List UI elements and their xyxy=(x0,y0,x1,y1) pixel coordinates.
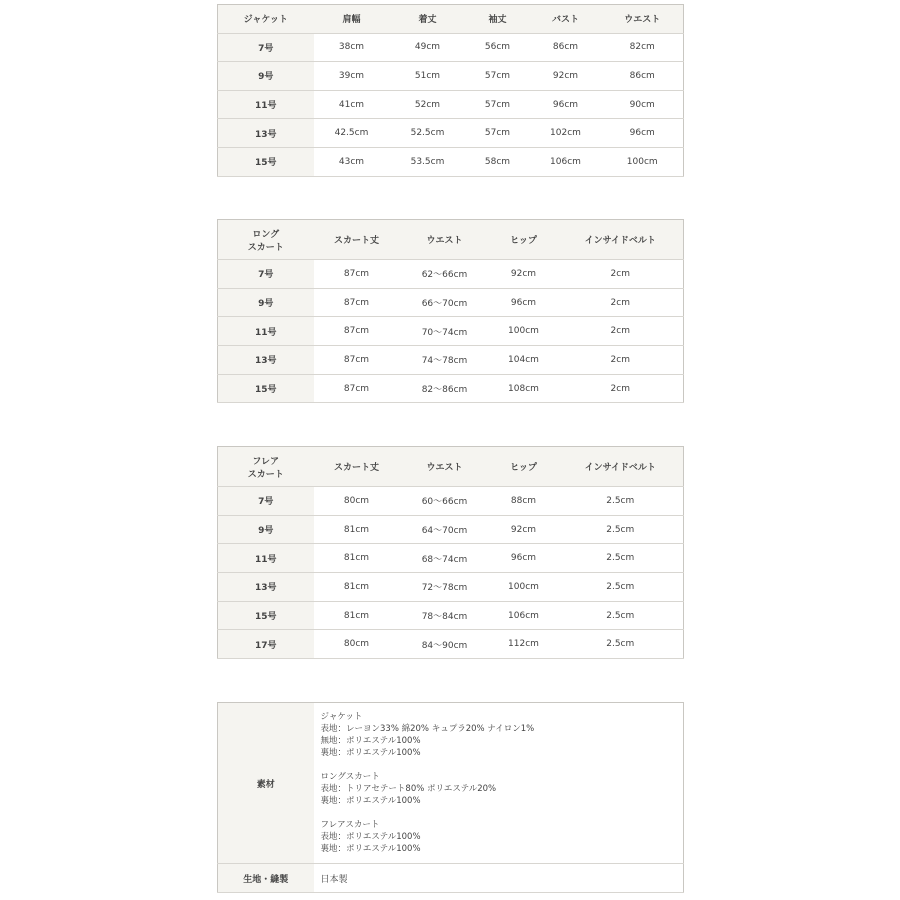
long-skirt-header-cell: スカート丈 xyxy=(314,220,400,260)
table-cell: 96cm xyxy=(602,119,684,148)
flare-skirt-row xyxy=(218,630,684,659)
flare-skirt-row xyxy=(218,573,684,602)
table-cell: 2.5cm xyxy=(558,601,684,630)
table-cell: 86cm xyxy=(602,62,684,91)
table-cell: 81cm xyxy=(314,573,400,602)
material-row xyxy=(218,703,684,864)
table-cell: 90cm xyxy=(602,90,684,119)
flare-skirt-title xyxy=(218,447,314,487)
table-cell: 82cm xyxy=(602,33,684,62)
jacket-row xyxy=(218,147,684,176)
table-cell: 86cm xyxy=(530,33,602,62)
table-cell: 2.5cm xyxy=(558,487,684,516)
jacket-header-cell: 肩幅 xyxy=(314,5,390,34)
material-line: 無地：ポリエステル100% xyxy=(320,736,421,746)
table-cell: 2cm xyxy=(558,317,684,346)
jacket-header-cell: ウエスト xyxy=(602,5,684,34)
jacket-header-cell: バスト xyxy=(530,5,602,34)
table-cell: 96cm xyxy=(490,544,558,573)
size-label: 13号 xyxy=(218,573,314,602)
table-cell: 43cm xyxy=(314,147,390,176)
long-skirt-row xyxy=(218,260,684,289)
size-label: 15号 xyxy=(218,147,314,176)
jacket-row xyxy=(218,33,684,62)
size-label: 17号 xyxy=(218,630,314,659)
table-cell: 87cm xyxy=(314,346,400,375)
table-cell: 92cm xyxy=(490,515,558,544)
table-cell: 49cm xyxy=(390,33,466,62)
jacket-header-cell: 着丈 xyxy=(390,5,466,34)
table-cell: 74〜78cm xyxy=(400,346,490,375)
size-label: 15号 xyxy=(218,374,314,403)
material-line: フレアスカート xyxy=(320,820,380,830)
long-skirt-size-table xyxy=(217,219,684,403)
table-cell: 87cm xyxy=(314,374,400,403)
table-cell: 92cm xyxy=(490,260,558,289)
flare-skirt-row xyxy=(218,487,684,516)
table-cell: 81cm xyxy=(314,601,400,630)
table-cell: 88cm xyxy=(490,487,558,516)
table-cell: 100cm xyxy=(490,573,558,602)
table-cell: 84〜90cm xyxy=(400,630,490,659)
size-label: 15号 xyxy=(218,601,314,630)
flare-skirt-row xyxy=(218,515,684,544)
table-cell: 57cm xyxy=(466,90,530,119)
jacket-header-row xyxy=(218,5,684,34)
table-cell: 80cm xyxy=(314,487,400,516)
title-line: スカート xyxy=(247,469,284,480)
jacket-row xyxy=(218,62,684,91)
table-cell: 2cm xyxy=(558,374,684,403)
long-skirt-row xyxy=(218,317,684,346)
table-cell: 64〜70cm xyxy=(400,515,490,544)
material-line: 裏地：ポリエステル100% xyxy=(320,796,421,806)
table-cell: 96cm xyxy=(530,90,602,119)
table-cell: 82〜86cm xyxy=(400,374,490,403)
origin-label: 生地・縫製 xyxy=(218,864,314,893)
size-label: 9号 xyxy=(218,288,314,317)
table-cell: 81cm xyxy=(314,515,400,544)
table-cell: 52.5cm xyxy=(390,119,466,148)
long-skirt-header-row xyxy=(218,220,684,260)
table-cell: 58cm xyxy=(466,147,530,176)
table-cell: 80cm xyxy=(314,630,400,659)
material-line: ロングスカート xyxy=(320,772,380,782)
table-cell: 2.5cm xyxy=(558,630,684,659)
material-line: 裏地：ポリエステル100% xyxy=(320,844,421,854)
material-line: 表地：ポリエステル100% xyxy=(320,832,421,842)
origin-value: 日本製 xyxy=(314,864,684,893)
long-skirt-row xyxy=(218,346,684,375)
jacket-header-cell: 袖丈 xyxy=(466,5,530,34)
table-cell: 60〜66cm xyxy=(400,487,490,516)
jacket-header-cell: ジャケット xyxy=(218,5,314,34)
material-line: 表地：レーヨン33% 綿20% キュプラ20% ナイロン1% xyxy=(320,724,535,734)
table-cell: 108cm xyxy=(490,374,558,403)
long-skirt-header-cell: ウエスト xyxy=(400,220,490,260)
jacket-row xyxy=(218,119,684,148)
title-line: スカート xyxy=(247,242,284,253)
jacket-size-table xyxy=(217,4,684,177)
material-details xyxy=(314,703,684,864)
size-label: 11号 xyxy=(218,90,314,119)
flare-skirt-header-row xyxy=(218,447,684,487)
flare-skirt-header-cell: ウエスト xyxy=(400,447,490,487)
table-cell: 100cm xyxy=(490,317,558,346)
flare-skirt-header-cell: インサイドベルト xyxy=(558,447,684,487)
size-label: 9号 xyxy=(218,62,314,91)
size-label: 7号 xyxy=(218,33,314,62)
table-cell: 87cm xyxy=(314,317,400,346)
table-cell: 100cm xyxy=(602,147,684,176)
table-cell: 2.5cm xyxy=(558,515,684,544)
long-skirt-row xyxy=(218,374,684,403)
table-cell: 57cm xyxy=(466,62,530,91)
flare-skirt-row xyxy=(218,601,684,630)
size-label: 13号 xyxy=(218,346,314,375)
table-cell: 87cm xyxy=(314,288,400,317)
material-line: 裏地：ポリエステル100% xyxy=(320,748,421,758)
table-cell: 51cm xyxy=(390,62,466,91)
origin-row xyxy=(218,864,684,893)
table-cell: 57cm xyxy=(466,119,530,148)
table-cell: 78〜84cm xyxy=(400,601,490,630)
table-cell: 62〜66cm xyxy=(400,260,490,289)
table-cell: 2cm xyxy=(558,260,684,289)
flare-skirt-header-cell: スカート丈 xyxy=(314,447,400,487)
table-cell: 106cm xyxy=(490,601,558,630)
size-label: 11号 xyxy=(218,544,314,573)
table-cell: 53.5cm xyxy=(390,147,466,176)
material-line: 表地：トリアセテート80% ポリエステル20% xyxy=(320,784,497,794)
long-skirt-title xyxy=(218,220,314,260)
flare-skirt-size-table xyxy=(217,446,684,659)
size-label: 7号 xyxy=(218,487,314,516)
size-label: 13号 xyxy=(218,119,314,148)
spacer xyxy=(321,759,677,771)
flare-skirt-row xyxy=(218,544,684,573)
jacket-row xyxy=(218,90,684,119)
flare-skirt-header-cell: ヒップ xyxy=(490,447,558,487)
long-skirt-row xyxy=(218,288,684,317)
table-cell: 96cm xyxy=(490,288,558,317)
table-cell: 42.5cm xyxy=(314,119,390,148)
table-cell: 112cm xyxy=(490,630,558,659)
table-cell: 102cm xyxy=(530,119,602,148)
long-skirt-header-cell: ヒップ xyxy=(490,220,558,260)
table-cell: 41cm xyxy=(314,90,390,119)
size-label: 9号 xyxy=(218,515,314,544)
table-cell: 2cm xyxy=(558,288,684,317)
table-cell: 39cm xyxy=(314,62,390,91)
table-cell: 66〜70cm xyxy=(400,288,490,317)
table-cell: 106cm xyxy=(530,147,602,176)
table-cell: 92cm xyxy=(530,62,602,91)
table-cell: 2cm xyxy=(558,346,684,375)
size-label: 7号 xyxy=(218,260,314,289)
table-cell: 104cm xyxy=(490,346,558,375)
table-cell: 2.5cm xyxy=(558,544,684,573)
table-cell: 56cm xyxy=(466,33,530,62)
table-cell: 2.5cm xyxy=(558,573,684,602)
material-info-table xyxy=(217,702,684,893)
table-cell: 70〜74cm xyxy=(400,317,490,346)
table-cell: 72〜78cm xyxy=(400,573,490,602)
size-label: 11号 xyxy=(218,317,314,346)
spacer xyxy=(321,807,677,819)
title-line: ロング xyxy=(252,229,280,240)
table-cell: 68〜74cm xyxy=(400,544,490,573)
table-cell: 52cm xyxy=(390,90,466,119)
material-label: 素材 xyxy=(218,703,314,864)
table-cell: 87cm xyxy=(314,260,400,289)
material-line: ジャケット xyxy=(320,712,363,722)
title-line: フレア xyxy=(252,456,280,467)
long-skirt-header-cell: インサイドベルト xyxy=(558,220,684,260)
table-cell: 81cm xyxy=(314,544,400,573)
table-cell: 38cm xyxy=(314,33,390,62)
